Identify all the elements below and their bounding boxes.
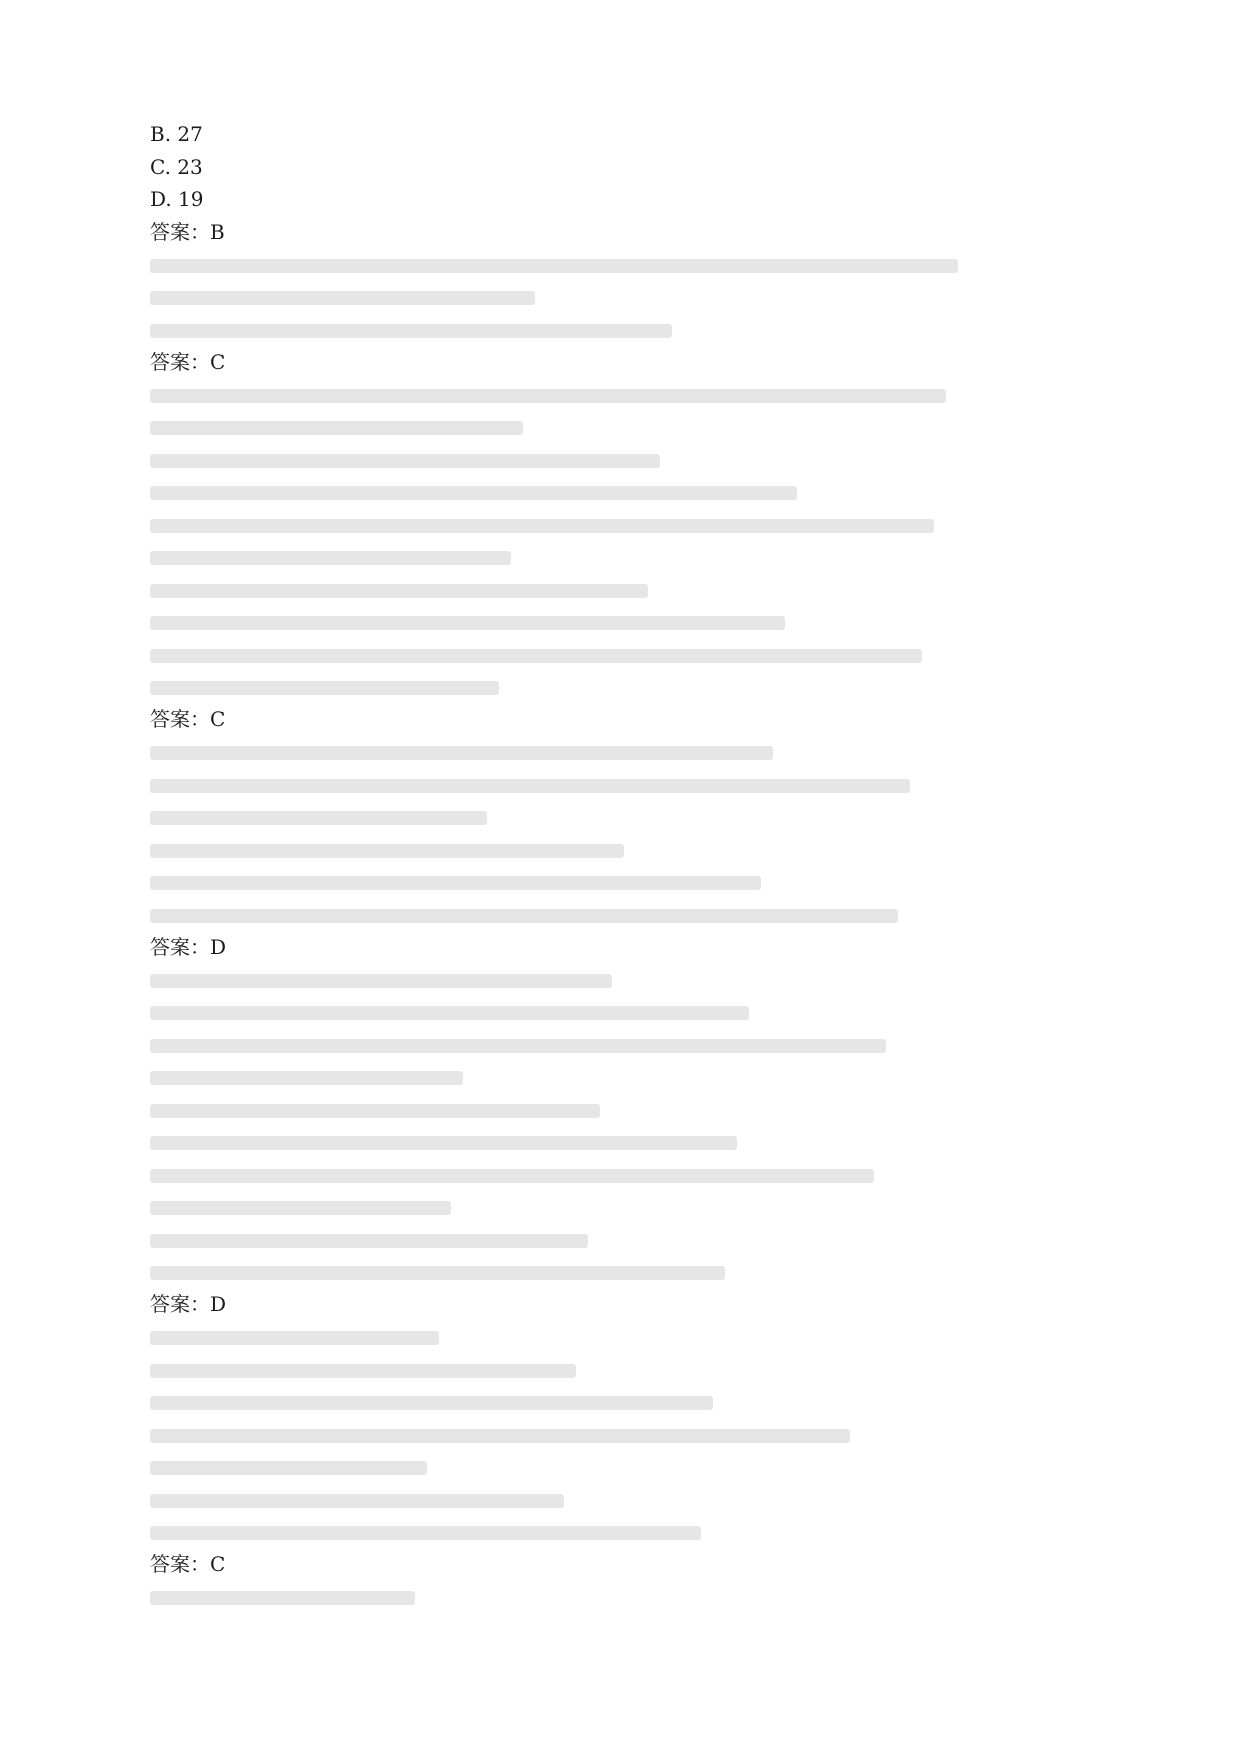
text-placeholder xyxy=(150,1039,886,1053)
document-line xyxy=(150,1353,1110,1386)
text-placeholder xyxy=(150,1104,600,1118)
document-line xyxy=(150,1028,1110,1061)
document-line: 答案：B xyxy=(150,219,225,244)
document-line xyxy=(150,1418,1110,1451)
text-placeholder xyxy=(150,486,797,500)
text-placeholder xyxy=(150,291,535,305)
text-placeholder xyxy=(150,259,958,273)
text-placeholder xyxy=(150,681,499,695)
document-line xyxy=(150,1321,1110,1354)
document-line xyxy=(150,476,1110,509)
text-placeholder xyxy=(150,1266,725,1280)
text-placeholder xyxy=(150,1006,749,1020)
document-line: 答案：C xyxy=(150,707,226,731)
document-line xyxy=(150,1223,1110,1256)
text-placeholder xyxy=(150,519,934,533)
document-line: 答案：C xyxy=(150,349,226,374)
document-line xyxy=(150,1126,1110,1159)
document-line xyxy=(150,606,1110,639)
document-line xyxy=(150,1483,1110,1516)
document-line: D. 19 xyxy=(150,187,204,211)
text-placeholder xyxy=(150,324,672,338)
document-line xyxy=(150,768,1110,801)
document-line xyxy=(150,281,1110,314)
document-line xyxy=(150,1256,1110,1289)
text-placeholder xyxy=(150,1429,850,1443)
document-line xyxy=(150,963,1110,996)
text-placeholder xyxy=(150,844,624,858)
text-placeholder xyxy=(150,454,660,468)
document-line xyxy=(150,573,1110,606)
document-line: 答案：C xyxy=(150,1552,226,1576)
text-placeholder xyxy=(150,876,761,890)
document-line xyxy=(150,1093,1110,1126)
text-placeholder xyxy=(150,1591,415,1605)
document-line: B. 27 xyxy=(150,122,203,146)
document-line xyxy=(150,248,1110,281)
text-placeholder xyxy=(150,909,898,923)
document-line xyxy=(150,736,1110,769)
document-line xyxy=(150,996,1110,1029)
document-line xyxy=(150,1581,1110,1614)
text-placeholder xyxy=(150,389,946,403)
document-line xyxy=(150,541,1110,574)
document-line xyxy=(150,411,1110,444)
document-line xyxy=(150,671,1110,704)
text-placeholder xyxy=(150,1526,701,1540)
document-line xyxy=(150,898,1110,931)
text-placeholder xyxy=(150,1364,576,1378)
document-line xyxy=(150,313,1110,346)
text-placeholder xyxy=(150,616,785,630)
text-placeholder xyxy=(150,811,487,825)
document-line xyxy=(150,1191,1110,1224)
text-placeholder xyxy=(150,1396,713,1410)
text-placeholder xyxy=(150,1169,874,1183)
document-line xyxy=(150,866,1110,899)
document-line xyxy=(150,1451,1110,1484)
text-placeholder xyxy=(150,1494,564,1508)
document-line xyxy=(150,1061,1110,1094)
document-body xyxy=(150,118,1110,1613)
document-line xyxy=(150,508,1110,541)
document-line: C. 23 xyxy=(150,154,203,179)
document-line: 答案：D xyxy=(150,1292,227,1316)
text-placeholder xyxy=(150,649,922,663)
document-line xyxy=(150,1386,1110,1419)
text-placeholder xyxy=(150,746,773,760)
text-placeholder xyxy=(150,779,910,793)
text-placeholder xyxy=(150,551,511,565)
document-line xyxy=(150,801,1110,834)
text-placeholder xyxy=(150,1071,463,1085)
document-line xyxy=(150,833,1110,866)
text-placeholder xyxy=(150,1461,427,1475)
text-placeholder xyxy=(150,974,612,988)
text-placeholder xyxy=(150,584,648,598)
text-placeholder xyxy=(150,1201,451,1215)
text-placeholder xyxy=(150,1331,439,1345)
document-line xyxy=(150,378,1110,411)
document-line: 答案：D xyxy=(150,934,227,959)
text-placeholder xyxy=(150,1136,737,1150)
document-line xyxy=(150,1158,1110,1191)
document-line xyxy=(150,443,1110,476)
document-line xyxy=(150,1516,1110,1549)
text-placeholder xyxy=(150,1234,588,1248)
text-placeholder xyxy=(150,421,523,435)
document-line xyxy=(150,638,1110,671)
